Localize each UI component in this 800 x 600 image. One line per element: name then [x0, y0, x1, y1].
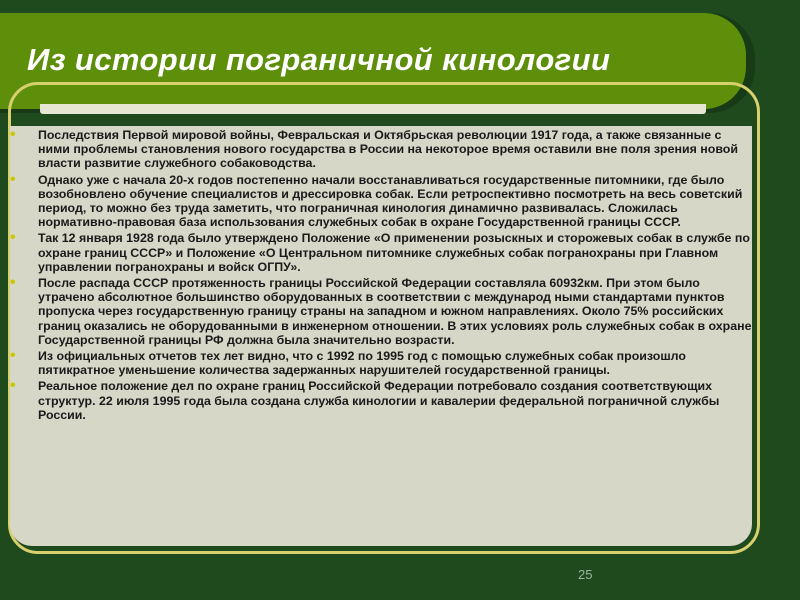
- page-number: 25: [578, 567, 593, 582]
- bullet-item-1: [10, 128, 762, 171]
- slide-title: Из истории пограничной кинологии: [27, 42, 611, 77]
- title-underline: [40, 104, 706, 114]
- bullet-list-wrapper: [10, 128, 762, 424]
- bullet-list: [10, 128, 762, 422]
- bullet-dot-icon: •: [10, 377, 16, 395]
- bullet-item-4: [10, 276, 762, 347]
- bullet-item-3: [10, 231, 762, 274]
- bullet-dot-icon: •: [10, 347, 16, 365]
- bullet-dot-icon: •: [10, 229, 16, 247]
- bullet-text-6: Реальное положение дел по охране границ Российской Федерации потребовало создания соответствующих структур. 22 июля 1995 года была создана служба кинологии и кавалерии федеральной пограничной службы России.: [38, 379, 720, 422]
- bullet-text-3: Так 12 января 1928 года было утверждено Положение «О применении розыскных и сторожевых собак в службе по охране границ СССР» и Положение «О Центральном питомнике служебных собак погранохраны при Главном управлении погранохраны и войск ОГПУ».: [38, 231, 750, 274]
- bullet-dot-icon: •: [10, 126, 16, 143]
- bullet-item-5: [10, 349, 762, 377]
- bullet-item-6: [10, 379, 762, 422]
- bullet-text-1: Последствия Первой мировой войны, Февральская и Октябрьская революции 1917 года, а также связанные с ними проблемы становления нового государства в России на некоторое время оставили вне поля зрения новой власти развитие служебного собаководства.: [38, 128, 738, 171]
- bullet-dot-icon: •: [10, 274, 16, 292]
- bullet-text-4: После распада СССР протяженность границы Российской Федерации составляла 60932км. При этом было утрачено абсолютное большинство оборудованных в соответствии с международ ными стандартами пунктов пропуска через государственную границу страны на западном и южном направлениях. Около 75% российских границ оказались не оборудованными в инженерном отношении. В этих условиях роль служебных собак в охране Государственной границы РФ должна была значительно возрасти.: [38, 276, 752, 347]
- bullet-item-2: [10, 170, 762, 230]
- bullet-dot-icon: •: [10, 170, 16, 188]
- bullet-text-2: Однако уже с начала 20-х годов постепенно начали восстанавливаться государственные питомники, где было возобновлено обучение специалистов и дрессировка собак. Если ретроспективно посмотреть на весь советский период, то можно без труда заметить, что пограничная кинология динамично развивалась. Сложилась нормативно-правовая база использования служебных собак в охране Государственной границы СССР.: [38, 172, 743, 230]
- bullet-text-5: Из официальных отчетов тех лет видно, что с 1992 по 1995 год с помощью служебных собак произошло пятикратное уменьшение количества задержанных нарушителей государственной границы.: [38, 349, 686, 378]
